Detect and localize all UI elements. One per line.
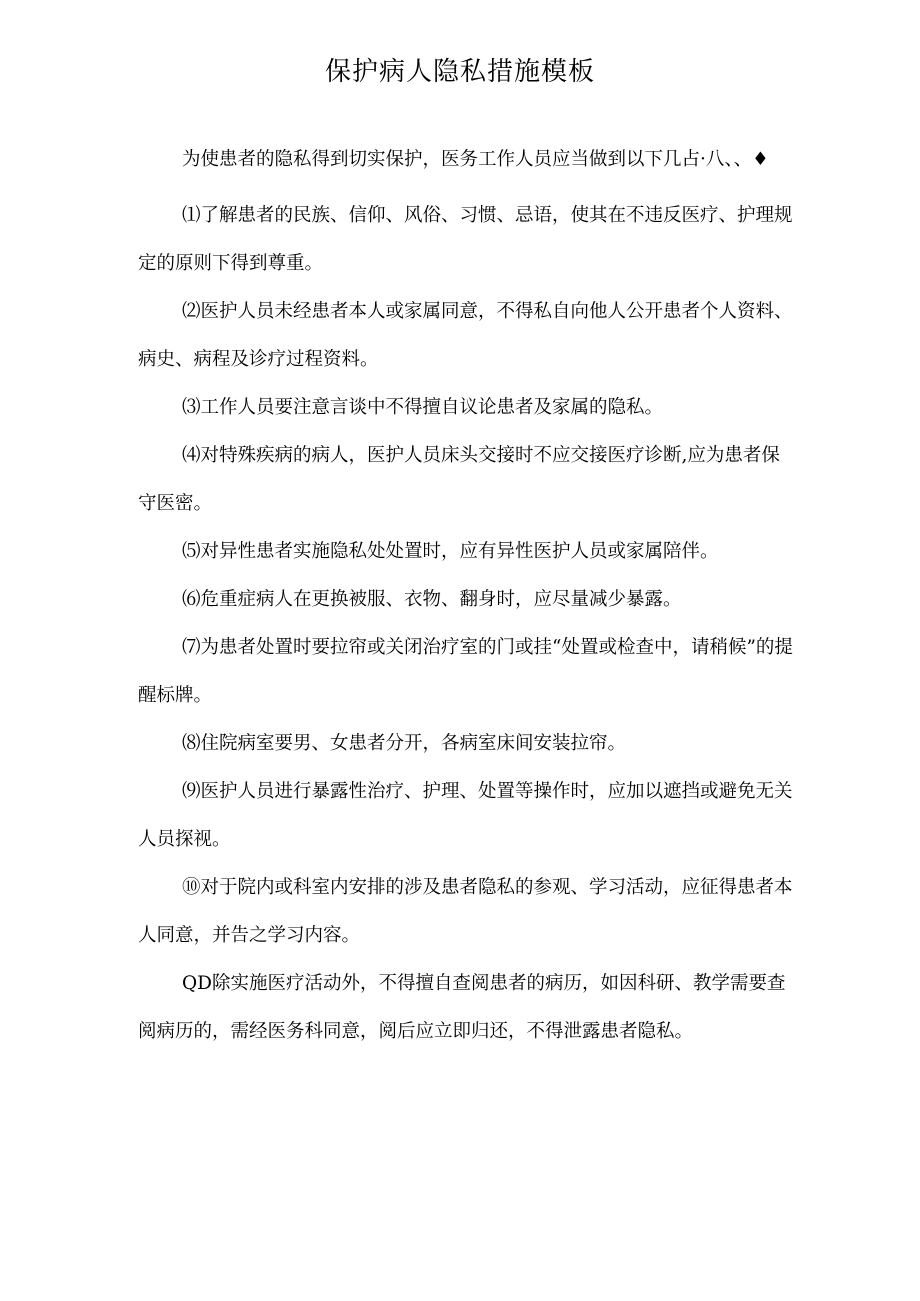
measure-item-5: ⑸对异性患者实施隐私处处置时，应有异性医护人员或家属陪伴。 <box>182 541 719 562</box>
document-title: 保护病人隐私措施模板 <box>324 57 595 87</box>
measure-item-9: ⑼医护人员进行暴露性治疗、护理、处置等操作时，应加以遮挡或避免无关人员探视。 <box>138 781 793 850</box>
measure-item-1: ⑴了解患者的民族、信仰、风俗、习惯、忌语，使其在不违反医疗、护理规定的原则下得到尊重。 <box>138 205 793 274</box>
measure-item-3: ⑶工作人员要注意言谈中不得擅自议论患者及家属的隐私。 <box>182 397 664 418</box>
measure-item-11: QD除实施医疗活动外，不得擅自查阅患者的病历，如因科研、教学需要查阅病历的，需经医务科同意，阅后应立即归还，不得泄露患者隐私。 <box>138 973 786 1042</box>
measure-item-6: ⑹危重症病人在更换被服、衣物、翻身时，应尽量减少暴露。 <box>182 589 682 610</box>
document-body <box>138 148 798 1056</box>
measure-item-2: ⑵医护人员未经患者本人或家属同意，不得私自向他人公开患者个人资料、病史、病程及诊疗过程资料。 <box>138 301 793 370</box>
measure-item-4: ⑷对特殊疾病的病人，医护人员床头交接时不应交接医疗诊断,应为患者保守医密。 <box>138 445 780 514</box>
measure-item-10: ⑩对于院内或科室内安排的涉及患者隐私的参观、学习活动，应征得患者本人同意，并告之学习内容。 <box>138 877 793 946</box>
measure-item-7: ⑺为患者处置时要拉帘或关闭治疗室的门或挂“处置或检查中，请稍候”的提醒标牌。 <box>138 637 793 706</box>
measure-item-8: ⑻住院病室要男、女患者分开，各病室床间安装拉帘。 <box>182 733 627 754</box>
intro-paragraph: 为使患者的隐私得到切实保护，医务工作人员应当做到以下几占·八、、♦ <box>182 149 769 170</box>
